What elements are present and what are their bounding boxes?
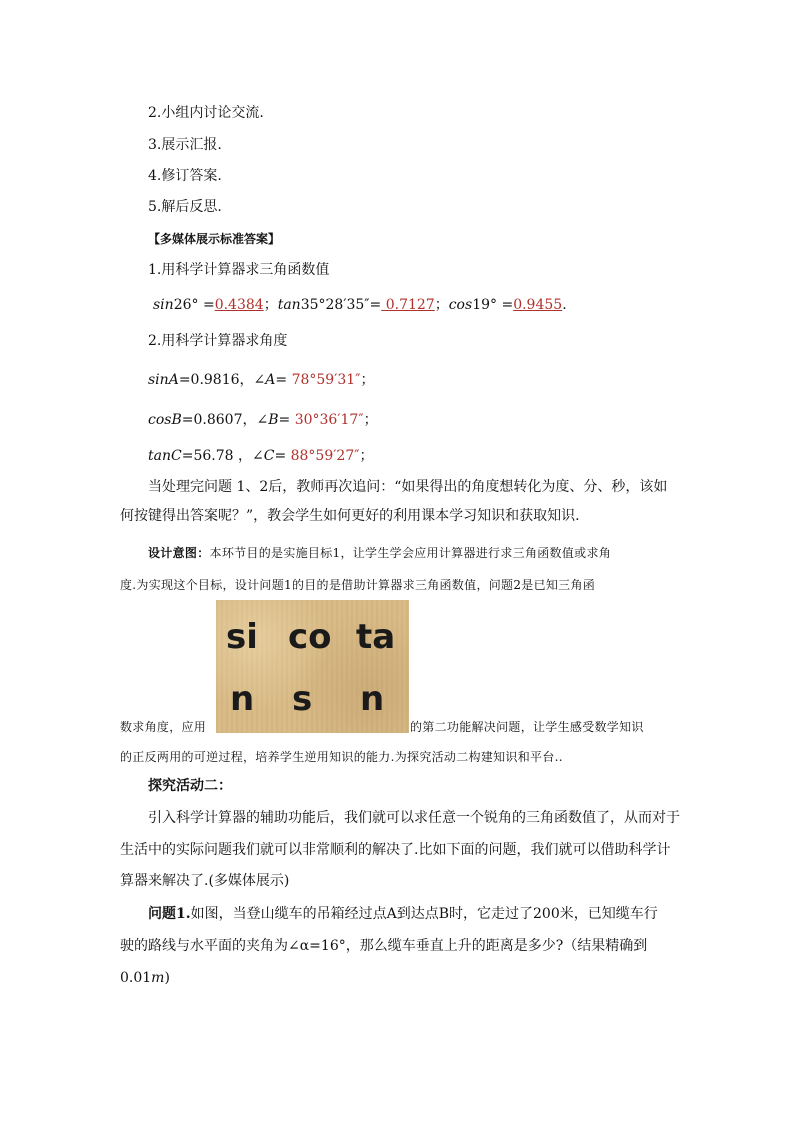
q2-end: ； [363, 412, 378, 428]
problem-end: ) [164, 970, 170, 986]
sin-cos-tan-keys-image [216, 600, 409, 733]
q2-answer: 30°36′17″ [290, 412, 364, 428]
q2-title: 2.用科学计算器求角度 [148, 333, 288, 349]
sin-value: 0.4384 [214, 297, 264, 313]
tan-value: 0.7127 [381, 297, 435, 313]
q2-value: =0.8607，∠ [181, 412, 269, 428]
sin-key-top: si [226, 617, 258, 657]
problem-line1 [148, 906, 658, 922]
problem-text: 如图，当登山缆车的吊箱经过点A到达点B时，它走过了200米，已知缆车行 [190, 906, 658, 922]
design-line2: 度.为实现这个目标，设计问题1的目的是借助计算器求三角函数值，问题2是已知三角函 [120, 578, 596, 592]
q2-end: ； [360, 372, 375, 388]
q1-end: . [562, 297, 567, 313]
sep-2: ； [434, 297, 449, 313]
cos-key-top: co [288, 617, 332, 657]
q2-var2: C [263, 448, 275, 464]
q2-fn: cos [148, 412, 172, 428]
precision-unit: m [151, 970, 165, 986]
design-line3-post: 的第二功能解决问题，让学生感受数学知识 [410, 720, 644, 734]
activity2-line2: 生活中的实际问题我们就可以非常顺利的解决了.比如下面的问题，我们就可以借助科学计 [120, 842, 671, 858]
q2-row-sin [148, 372, 374, 388]
step-5: 5.解后反思. [148, 199, 222, 215]
q2-var: B [171, 412, 182, 428]
sin-key-bottom: n [230, 679, 255, 719]
activity2-heading: 探究活动二： [148, 778, 232, 794]
para1-line2: 何按键得出答案呢？”，教会学生如何更好的利用课本学习知识和获取知识. [120, 508, 580, 524]
q2-end: ； [359, 448, 374, 464]
tan-key-top: ta [356, 617, 396, 657]
activity2-line1: 引入科学计算器的辅助功能后，我们就可以求任意一个锐角的三角函数值了，从而对于 [148, 810, 680, 826]
design-label: 设计意图： [148, 546, 210, 560]
problem-line3 [120, 970, 170, 986]
q2-row-cos [148, 412, 378, 428]
sin-arg: 26° = [173, 297, 215, 313]
q2-var2: B [268, 412, 279, 428]
problem-line2: 驶的路线与水平面的夹角为∠α=16°，那么缆车垂直上升的距离是多少?（结果精确到 [120, 938, 648, 954]
q1-answer-line [153, 297, 567, 313]
q2-row-tan [148, 448, 373, 464]
q2-value: =0.9816，∠ [178, 372, 266, 388]
q2-var: C [171, 448, 182, 464]
step-2: 2.小组内讨论交流. [148, 105, 264, 121]
q2-fn: sin [148, 372, 169, 388]
tan-label: tan [277, 297, 301, 313]
q2-value: =56.78 ，∠ [181, 448, 264, 464]
tan-arg: 35°28′35″= [300, 297, 382, 313]
q1-title: 1.用科学计算器求三角函数值 [148, 262, 330, 278]
media-heading: 【多媒体展示标准答案】 [148, 232, 281, 246]
design-line3-pre: 数求角度，应用 [120, 720, 207, 734]
q2-answer: 78°59′31″ [287, 372, 361, 388]
q2-var: A [168, 372, 179, 388]
q2-eq: = [278, 412, 291, 428]
cos-label: cos [448, 297, 473, 313]
cos-value: 0.9455 [513, 297, 563, 313]
precision-number: 0.01 [120, 970, 152, 986]
sin-label: sin [153, 297, 174, 313]
q2-eq: = [275, 372, 288, 388]
q2-answer: 88°59′27″ [286, 448, 360, 464]
q2-eq: = [274, 448, 287, 464]
activity2-line3: 算器来解决了.(多媒体展示) [120, 873, 290, 889]
problem-label: 问题1. [148, 906, 191, 922]
design-text: 本环节目的是实施目标1，让学生学会应用计算器进行求三角函数值或求角 [209, 546, 612, 560]
cos-arg: 19° = [472, 297, 514, 313]
tan-key-bottom: n [360, 679, 385, 719]
step-4: 4.修订答案. [148, 168, 222, 184]
q2-var2: A [265, 372, 276, 388]
q2-fn: tan [148, 448, 171, 464]
cos-key-bottom: s [292, 679, 313, 719]
step-3: 3.展示汇报. [148, 137, 222, 153]
sep-1: ； [263, 297, 278, 313]
para1-line1: 当处理完问题 1、2后，教师再次追问：“如果得出的角度想转化为度、分、秒，该如 [148, 479, 668, 495]
design-line4: 的正反两用的可逆过程，培养学生逆用知识的能力.为探究活动二构建知识和平台.. [120, 750, 563, 764]
design-line1 [148, 545, 611, 561]
